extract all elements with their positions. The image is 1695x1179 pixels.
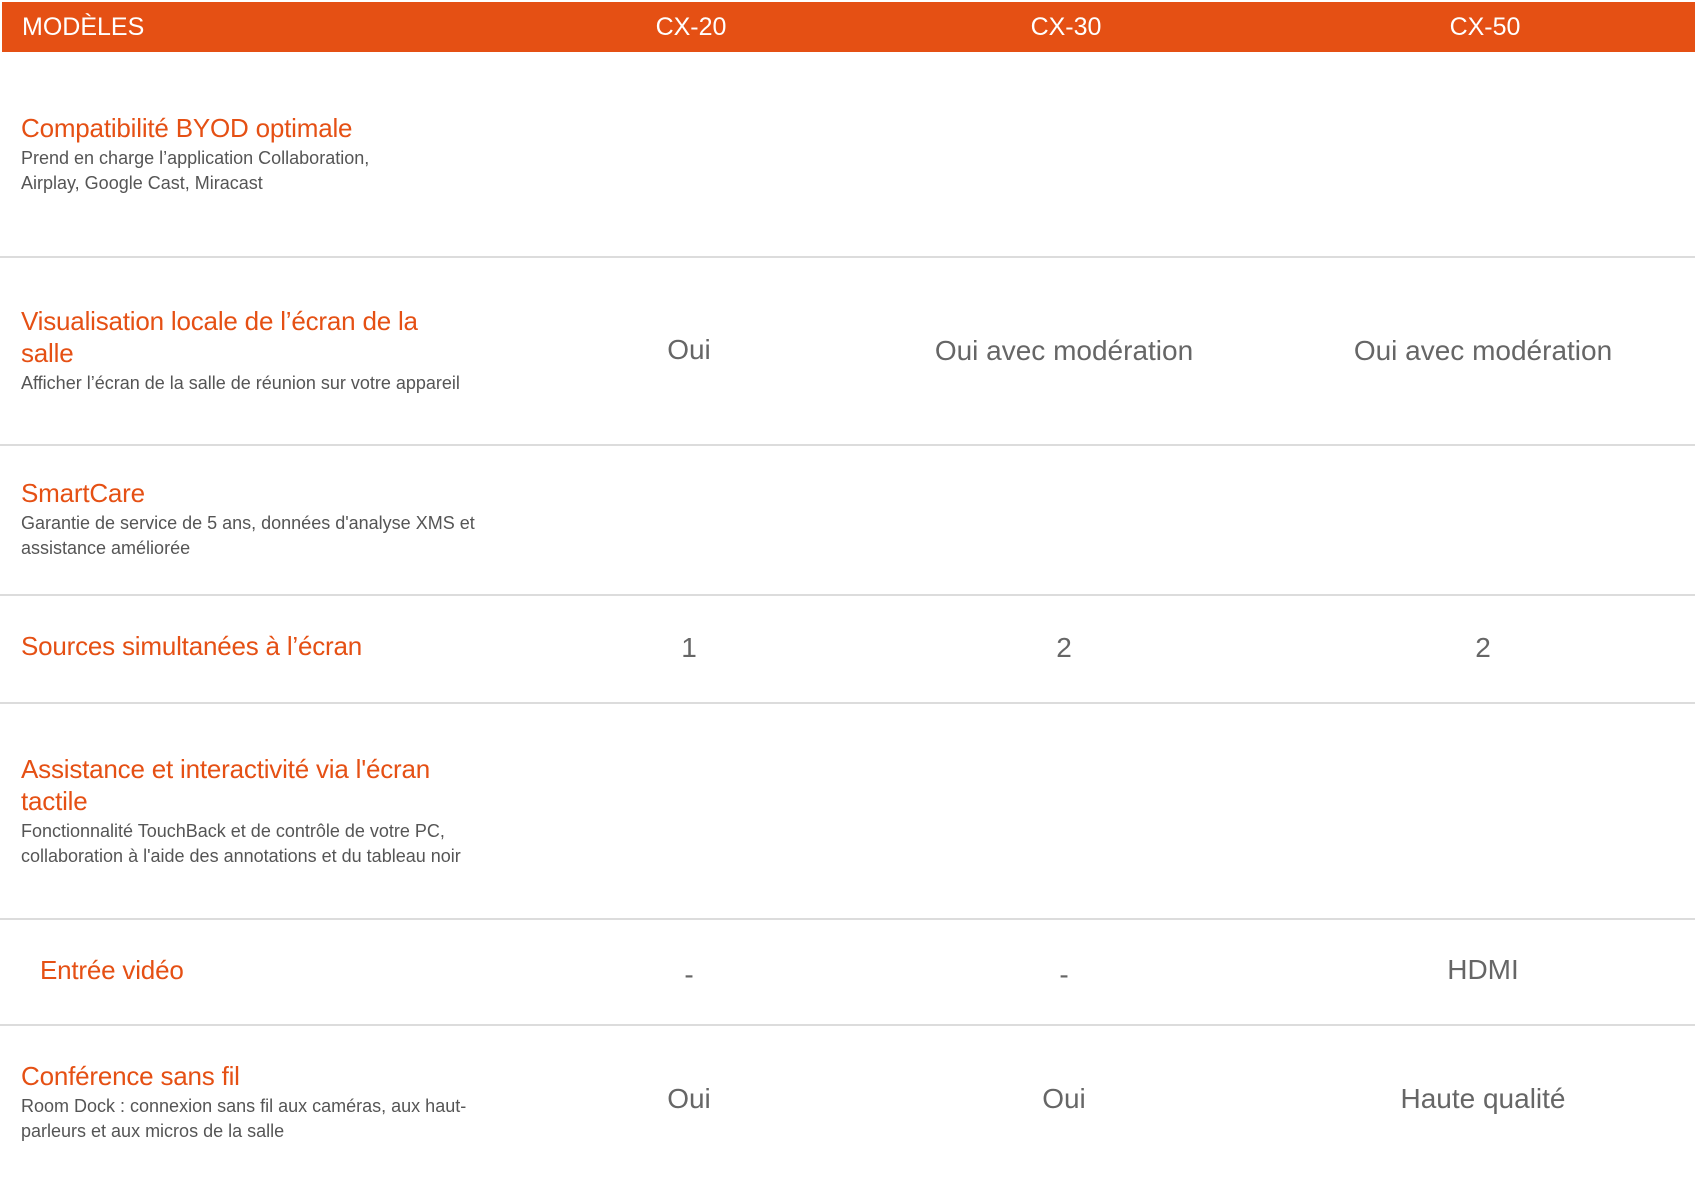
table-row — [0, 596, 1695, 704]
table-header — [2, 2, 1695, 52]
feature-title: Sources simultanées à l’écran — [21, 631, 363, 661]
value-cx50: HDMI — [1447, 954, 1519, 985]
header-model-cx50: CX-50 — [1449, 13, 1521, 41]
header-label: MODÈLES — [22, 13, 145, 41]
feature-title: SmartCare — [21, 478, 145, 508]
feature-cell — [40, 954, 520, 986]
feature-cell — [21, 753, 501, 869]
header-model-cx20: CX-20 — [655, 13, 727, 41]
table-row — [0, 1026, 1695, 1179]
feature-cell — [21, 112, 501, 196]
value-cx50: Haute qualité — [1400, 1083, 1566, 1114]
value-cx50: 2 — [1475, 632, 1491, 663]
feature-cell — [21, 630, 501, 662]
feature-title: Conférence sans fil — [21, 1061, 240, 1091]
header-model-cx30: CX-30 — [1030, 13, 1102, 41]
value-cx20: Oui — [667, 1083, 711, 1114]
value-cx30: - — [1059, 959, 1069, 990]
feature-cell — [21, 305, 471, 396]
feature-title: Compatibilité BYOD optimale — [21, 113, 353, 143]
feature-title: Assistance et interactivité via l'écran tactile — [21, 754, 431, 816]
feature-title: Visualisation locale de l’écran de la salle — [21, 306, 418, 368]
value-cx30: 2 — [1056, 632, 1072, 663]
value-cx20: - — [684, 959, 694, 990]
feature-description: Garantie de service de 5 ans, données d'analyse XMS et assistance améliorée — [21, 513, 475, 558]
feature-cell — [21, 477, 501, 561]
value-cx50: Oui avec modération — [1353, 335, 1613, 366]
table-row — [0, 920, 1695, 1026]
feature-description: Fonctionnalité TouchBack et de contrôle de votre PC, collaboration à l'aide des annotations et du tableau noir — [21, 821, 461, 866]
table-row — [0, 446, 1695, 596]
value-cx20: Oui — [667, 334, 711, 365]
feature-description: Prend en charge l’application Collaboration, Airplay, Google Cast, Miracast — [21, 148, 370, 193]
feature-description: Room Dock : connexion sans fil aux caméras, aux haut-parleurs et aux micros de la salle — [21, 1096, 467, 1141]
feature-description: Afficher l’écran de la salle de réunion sur votre appareil — [21, 373, 460, 393]
table-row — [0, 52, 1695, 258]
value-cx30: Oui avec modération — [934, 335, 1194, 366]
feature-cell — [21, 1060, 501, 1144]
table-row — [0, 258, 1695, 446]
value-cx20: 1 — [681, 632, 697, 663]
table-row — [0, 704, 1695, 920]
value-cx30: Oui — [1042, 1083, 1086, 1114]
feature-title: Entrée vidéo — [40, 955, 184, 985]
